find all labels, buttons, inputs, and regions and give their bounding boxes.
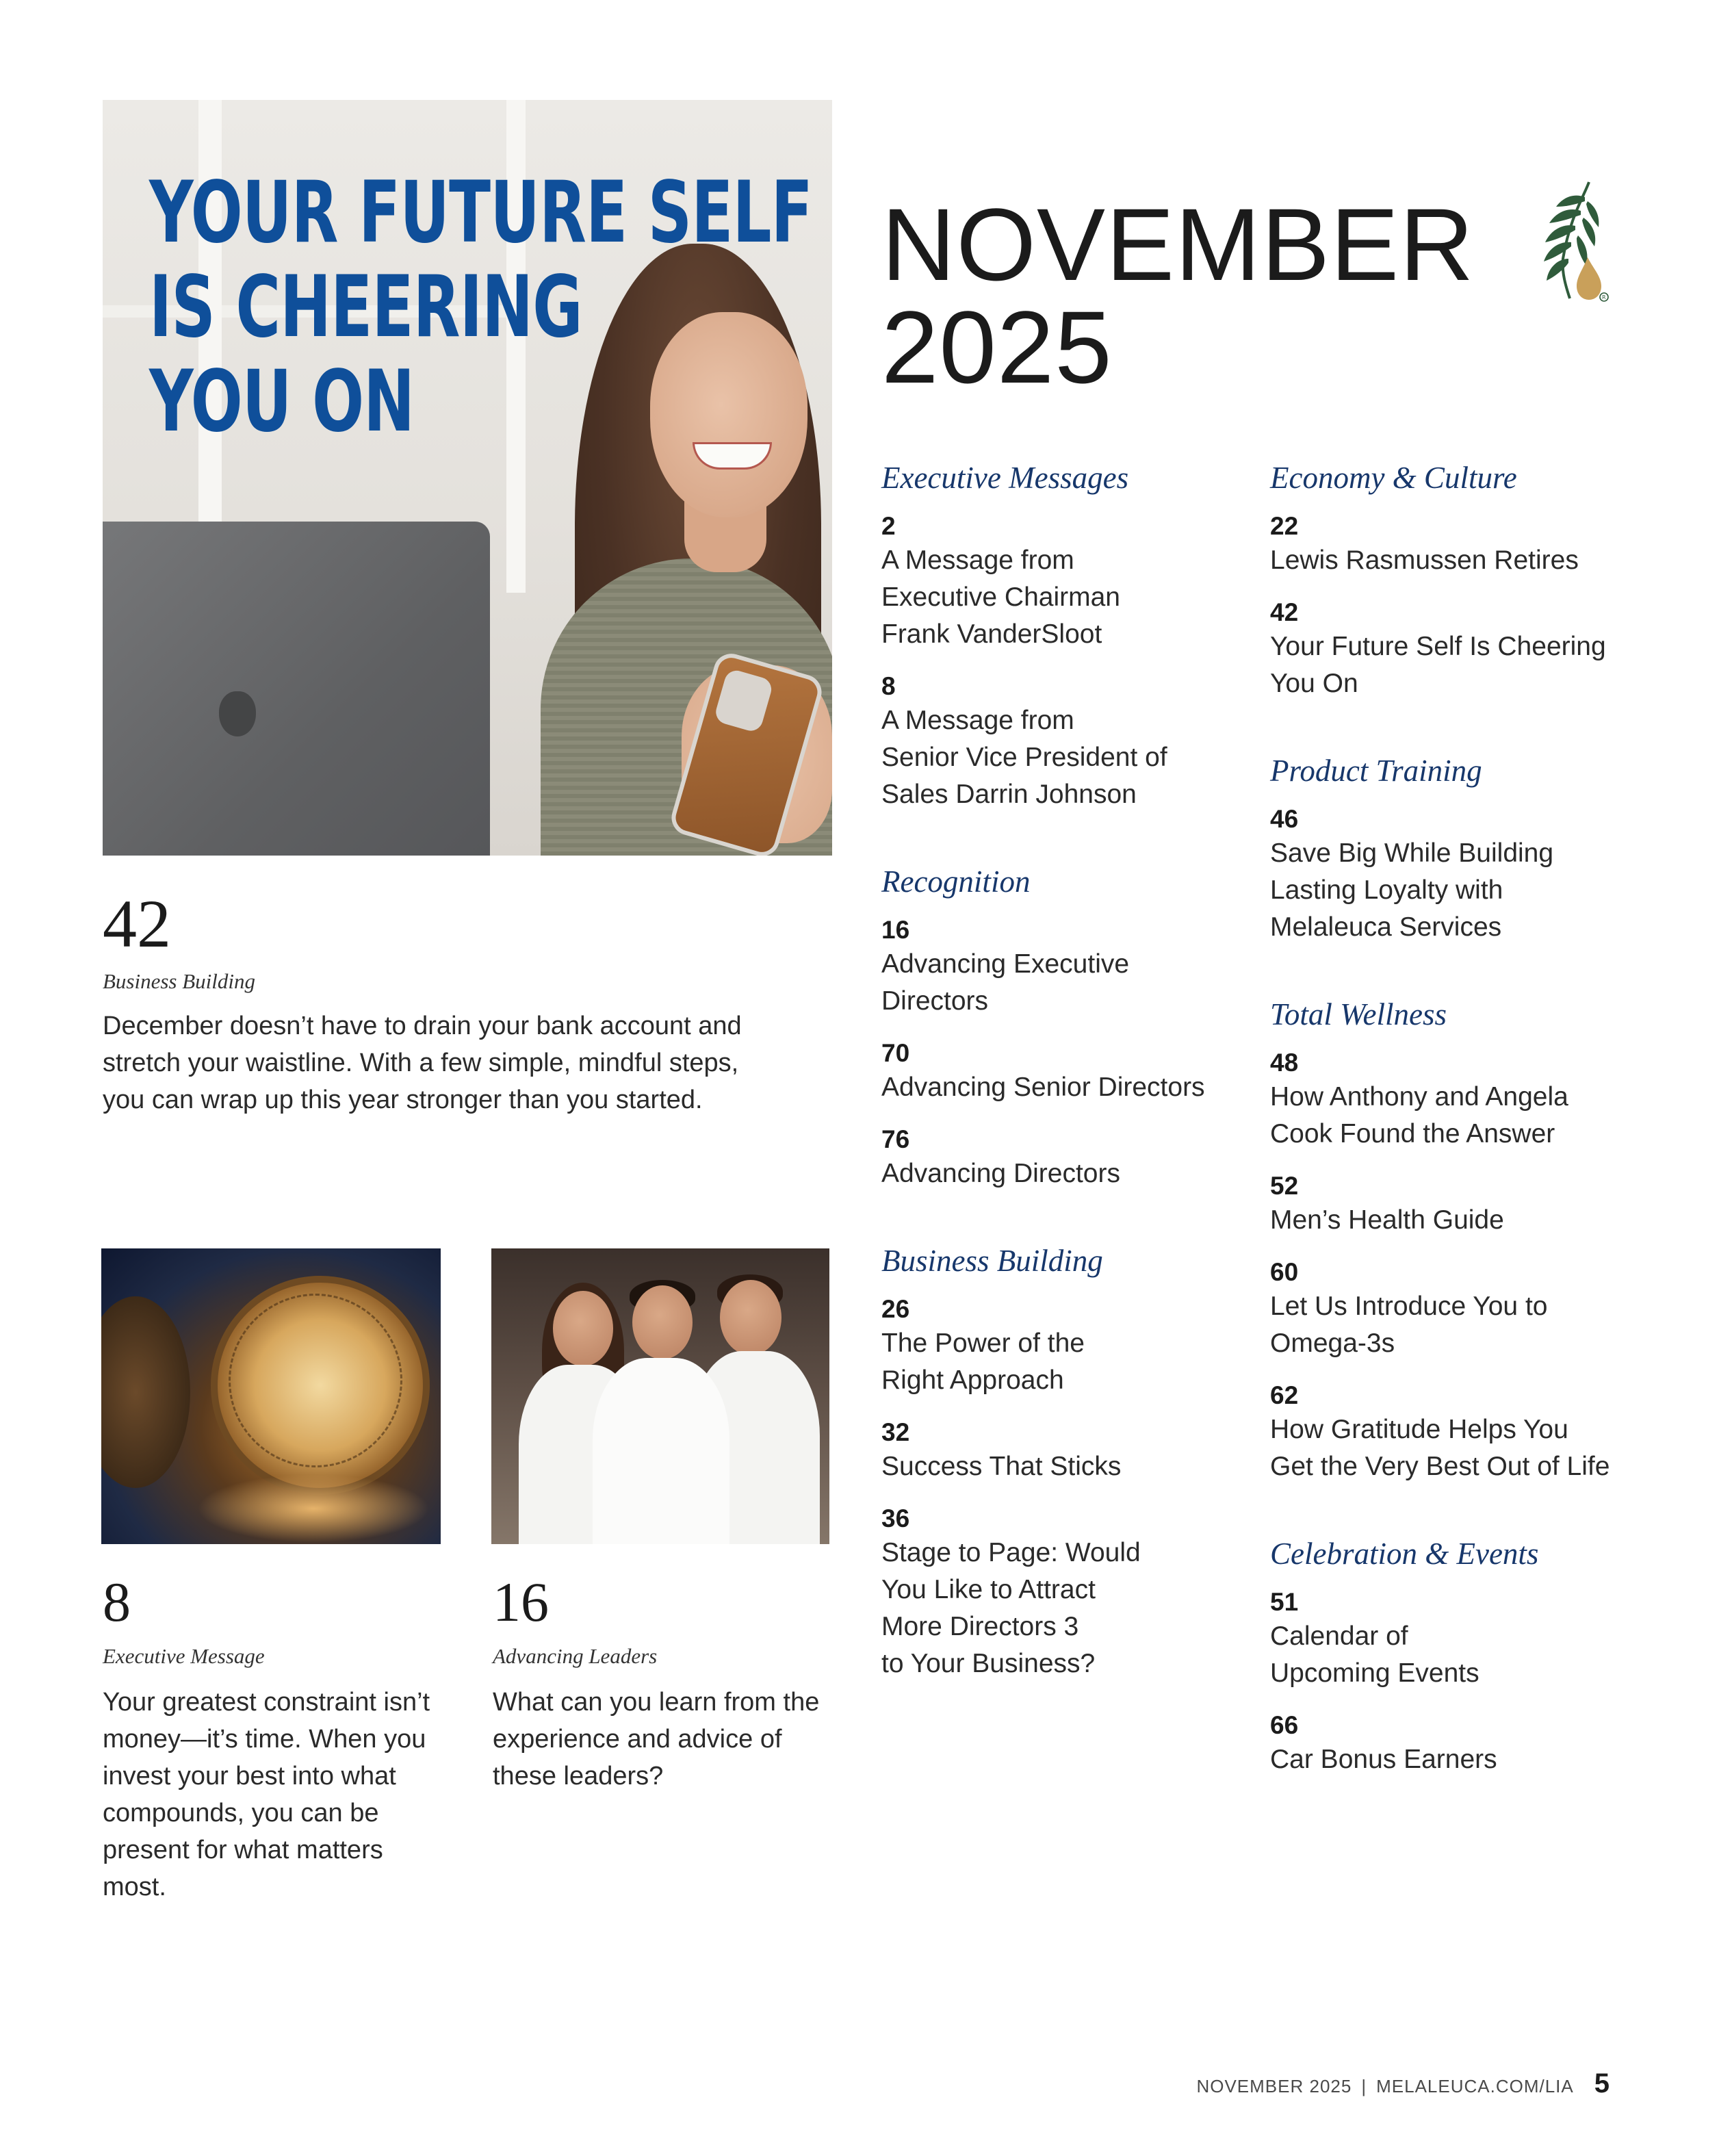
toc-entry-title: Men’s Health Guide [1270,1205,1504,1235]
footer-separator: | [1361,2076,1367,2096]
toc-entry-page: 52 [1270,1172,1299,1200]
toc-entry-title: Success That Sticks [881,1452,1122,1481]
toc-entry[interactable] [1270,1257,1653,1362]
issue-title [881,187,1475,405]
feature-left [103,1571,458,1905]
toc-entry-page: 66 [1270,1711,1299,1739]
feature-left-category: Executive Message [103,1644,265,1668]
toc-entry-title: A Message from Executive Chairman Frank VanderSloot [881,546,1120,649]
toc-entry[interactable] [881,1503,1251,1682]
toc-entry-title: Your Future Self Is Cheering You On [1270,632,1606,698]
toc-entry[interactable] [1270,804,1653,946]
toc-entry-page: 22 [1270,512,1299,540]
palm-leaf-droplet-logo [1536,177,1611,307]
feature-right [493,1571,835,1795]
leaders-photo [491,1248,829,1544]
toc-section-executive-messages [881,459,1251,813]
toc-section-business-building [881,1242,1251,1682]
toc-entry-page: 48 [1270,1049,1299,1077]
toc-entry[interactable] [881,511,1251,653]
laptop-image [103,522,490,856]
toc-entry-title: Save Big While Building Lasting Loyalty with Melaleuca Services [1270,838,1554,942]
hero-headline-line: IS CHEERING [149,258,582,357]
hero-headline-line: YOU ON [149,352,415,451]
toc-entry[interactable] [1270,511,1653,579]
toc-section-heading: Recognition [881,864,1031,899]
toc-section-recognition [881,862,1251,1192]
toc-entry-title: Stage to Page: Would You Like to Attract More Directors 3 to Your Business? [881,1538,1141,1678]
toc-section-heading: Economy & Culture [1270,461,1517,495]
toc-entry-title: Advancing Executive Directors [881,949,1130,1016]
toc-entry-title: How Anthony and Angela Cook Found the Answer [1270,1082,1568,1148]
toc-entry[interactable] [881,1038,1251,1106]
feature-main-page: 42 [103,886,171,962]
toc-entry-page: 36 [881,1504,910,1532]
toc-section-heading: Business Building [881,1244,1103,1278]
toc-section-heading: Celebration & Events [1270,1537,1539,1571]
toc-entry-title: Car Bonus Earners [1270,1745,1497,1774]
toc-entry[interactable] [1270,1710,1653,1778]
toc-entry[interactable] [881,914,1251,1020]
toc-entry-title: A Message from Senior Vice President of Sales Darrin Johnson [881,706,1167,809]
feature-left-description: Your greatest constraint isn’t money—it’s time. When you invest your best into what compounds, you can be present for what matters most. [103,1688,430,1901]
feature-main [103,886,787,1118]
toc-section-total-wellness [1270,995,1653,1485]
toc-entry[interactable] [881,1124,1251,1192]
toc-entry-page: 46 [1270,805,1299,833]
toc-entry-title: Calendar of Upcoming Events [1270,1621,1479,1688]
toc-entry[interactable] [1270,1047,1653,1153]
toc-section-heading: Executive Messages [881,461,1129,495]
toc-entry-page: 2 [881,512,896,540]
toc-entry-page: 70 [881,1039,910,1067]
feature-right-category: Advancing Leaders [493,1644,658,1668]
toc-entry[interactable] [881,1417,1251,1485]
toc-entry-title: The Power of the Right Approach [881,1329,1085,1395]
issue-year: 2025 [881,290,1113,405]
toc-entry-title: Advancing Senior Directors [881,1073,1205,1102]
toc-entry[interactable] [1270,1170,1653,1239]
toc-section-celebration-events [1270,1535,1653,1778]
toc-entry[interactable] [1270,1587,1653,1692]
toc-entry-page: 32 [881,1418,910,1446]
toc-entry-page: 16 [881,916,910,944]
toc-section-economy-culture [1270,459,1653,702]
toc-entry-page: 51 [1270,1588,1299,1616]
toc-entry-page: 42 [1270,598,1299,626]
toc-column-right [1270,459,1653,1796]
toc-entry[interactable] [1270,597,1653,702]
toc-entry-page: 8 [881,672,896,700]
toc-entry-title: Let Us Introduce You to Omega-3s [1270,1292,1548,1358]
toc-entry-page: 26 [881,1295,910,1323]
feature-main-category: Business Building [103,969,256,993]
issue-month: NOVEMBER [881,187,1475,302]
toc-entry[interactable] [881,671,1251,813]
page-number: 5 [1594,2068,1610,2099]
toc-entry-page: 60 [1270,1258,1299,1286]
toc-entry[interactable] [881,1294,1251,1399]
toc-column-left [881,459,1251,1700]
toc-entry-title: Lewis Rasmussen Retires [1270,546,1579,575]
toc-section-product-training [1270,752,1653,946]
pocket-watch-photo [101,1248,441,1544]
feature-main-description: December doesn’t have to drain your bank account and stretch your waistline. With a few simple, mindful steps, you can wrap up this year stronger than you started. [103,1012,742,1114]
feature-left-page: 8 [103,1571,131,1633]
toc-entry-page: 76 [881,1125,910,1153]
feature-right-page: 16 [493,1571,549,1633]
hero-photo [103,100,832,856]
toc-entry-title: Advancing Directors [881,1159,1120,1188]
footer-issue: NOVEMBER 2025 [1196,2076,1352,2096]
toc-entry[interactable] [1270,1380,1653,1485]
page-footer [1196,2068,1610,2099]
svg-text:R: R [1602,294,1606,300]
hero-headline-line: YOUR FUTURE SELF [149,164,813,262]
footer-site-link[interactable]: MELALEUCA.COM/LIA [1376,2076,1574,2096]
toc-section-heading: Product Training [1270,754,1482,788]
toc-entry-page: 62 [1270,1381,1299,1409]
hero-headline [149,166,812,449]
feature-right-description: What can you learn from the experience and advice of these leaders? [493,1688,820,1791]
toc-section-heading: Total Wellness [1270,997,1447,1031]
toc-entry-title: How Gratitude Helps You Get the Very Best Out of Life [1270,1415,1610,1481]
